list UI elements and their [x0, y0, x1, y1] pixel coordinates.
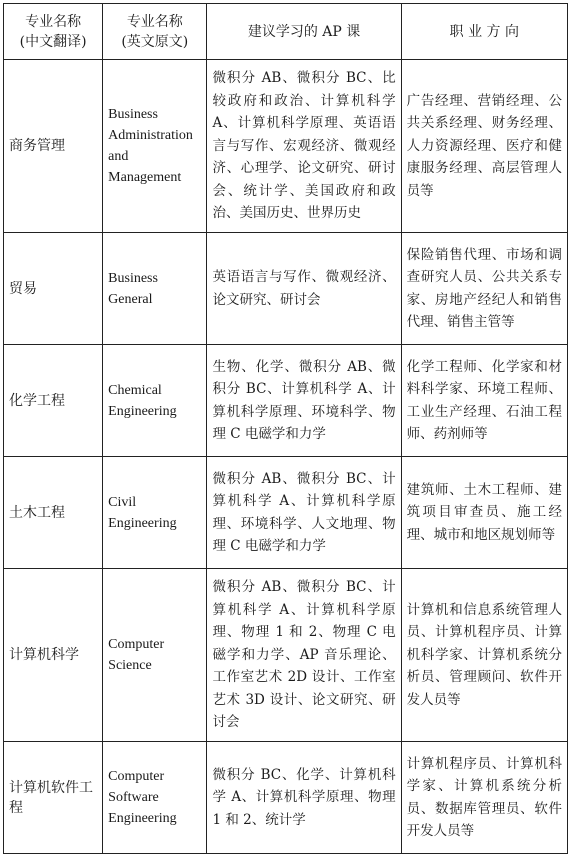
major-cn-name: 计算机软件工程: [4, 742, 103, 854]
major-cn-name: 化学工程: [4, 345, 103, 457]
majors-table: [3, 3, 568, 854]
ap-courses-cell: 微积分 AB、微积分 BC、计算机科学 A、计算机科学原理、物理 1 和 2、物理 C 电磁学和力学、AP 音乐理论、工作室艺术 2D 设计、工作室艺术 3D 设计、论文研究、研讨会: [207, 569, 401, 742]
table-row: [4, 569, 568, 742]
ap-courses-cell: 生物、化学、微积分 AB、微积分 BC、计算机科学 A、计算机科学原理、环境科学、物理 C 电磁学和力学: [207, 345, 401, 457]
career-cell: 计算机程序员、计算机科学家、计算机系统分析员、数据库管理员、软件开发人员等: [401, 742, 567, 854]
table-row: [4, 60, 568, 233]
major-en-name: Computer Software Engineering: [103, 742, 207, 854]
header-en-name: [103, 4, 207, 60]
header-en-name-line2: (英文原文): [121, 33, 189, 50]
major-cn-name: 土木工程: [4, 457, 103, 569]
ap-courses-cell: 英语语言与写作、微观经济、论文研究、研讨会: [207, 233, 401, 345]
table-row: [4, 457, 568, 569]
table-row: [4, 233, 568, 345]
table-row: [4, 345, 568, 457]
major-en-name: Business Administration and Management: [103, 60, 207, 233]
table-row: [4, 742, 568, 854]
header-cn-name: [4, 4, 103, 60]
header-cn-name-line1: 专业名称: [25, 13, 82, 30]
career-cell: 广告经理、营销经理、公共关系经理、财务经理、人力资源经理、医疗和健康服务经理、高层管理人员等: [401, 60, 567, 233]
ap-courses-cell: 微积分 AB、微积分 BC、计算机科学 A、计算机科学原理、环境科学、人文地理、物理 C 电磁学和力学: [207, 457, 401, 569]
major-en-name: Chemical Engineering: [103, 345, 207, 457]
header-ap-courses: 建议学习的 AP 课: [207, 4, 401, 60]
major-cn-name: 贸易: [4, 233, 103, 345]
header-en-name-line1: 专业名称: [126, 13, 183, 30]
major-en-name: Computer Science: [103, 569, 207, 742]
major-cn-name: 计算机科学: [4, 569, 103, 742]
ap-courses-cell: 微积分 BC、化学、计算机科学 A、计算机科学原理、物理 1 和 2、统计学: [207, 742, 401, 854]
career-cell: 建筑师、土木工程师、建筑项目审查员、施工经理、城市和地区规划师等: [401, 457, 567, 569]
major-en-name: Business General: [103, 233, 207, 345]
table-body: [4, 60, 568, 854]
career-cell: 化学工程师、化学家和材料科学家、环境工程师、工业生产经理、石油工程师、药剂师等: [401, 345, 567, 457]
career-cell: 计算机和信息系统管理人员、计算机程序员、计算机科学家、计算机系统分析员、管理顾问、软件开发人员等: [401, 569, 567, 742]
major-cn-name: 商务管理: [4, 60, 103, 233]
header-cn-name-line2: (中文翻译): [19, 33, 87, 50]
career-cell: 保险销售代理、市场和调查研究人员、公共关系专家、房地产经纪人和销售代理、销售主管等: [401, 233, 567, 345]
ap-courses-cell: 微积分 AB、微积分 BC、比较政府和政治、计算机科学 A、计算机科学原理、英语语言与写作、宏观经济、微观经济、心理学、论文研究、研讨会、统计学、美国政府和政治、美国历史、世界历史: [207, 60, 401, 233]
major-en-name: Civil Engineering: [103, 457, 207, 569]
header-career: 职 业 方 向: [401, 4, 567, 60]
table-header: [4, 4, 568, 60]
